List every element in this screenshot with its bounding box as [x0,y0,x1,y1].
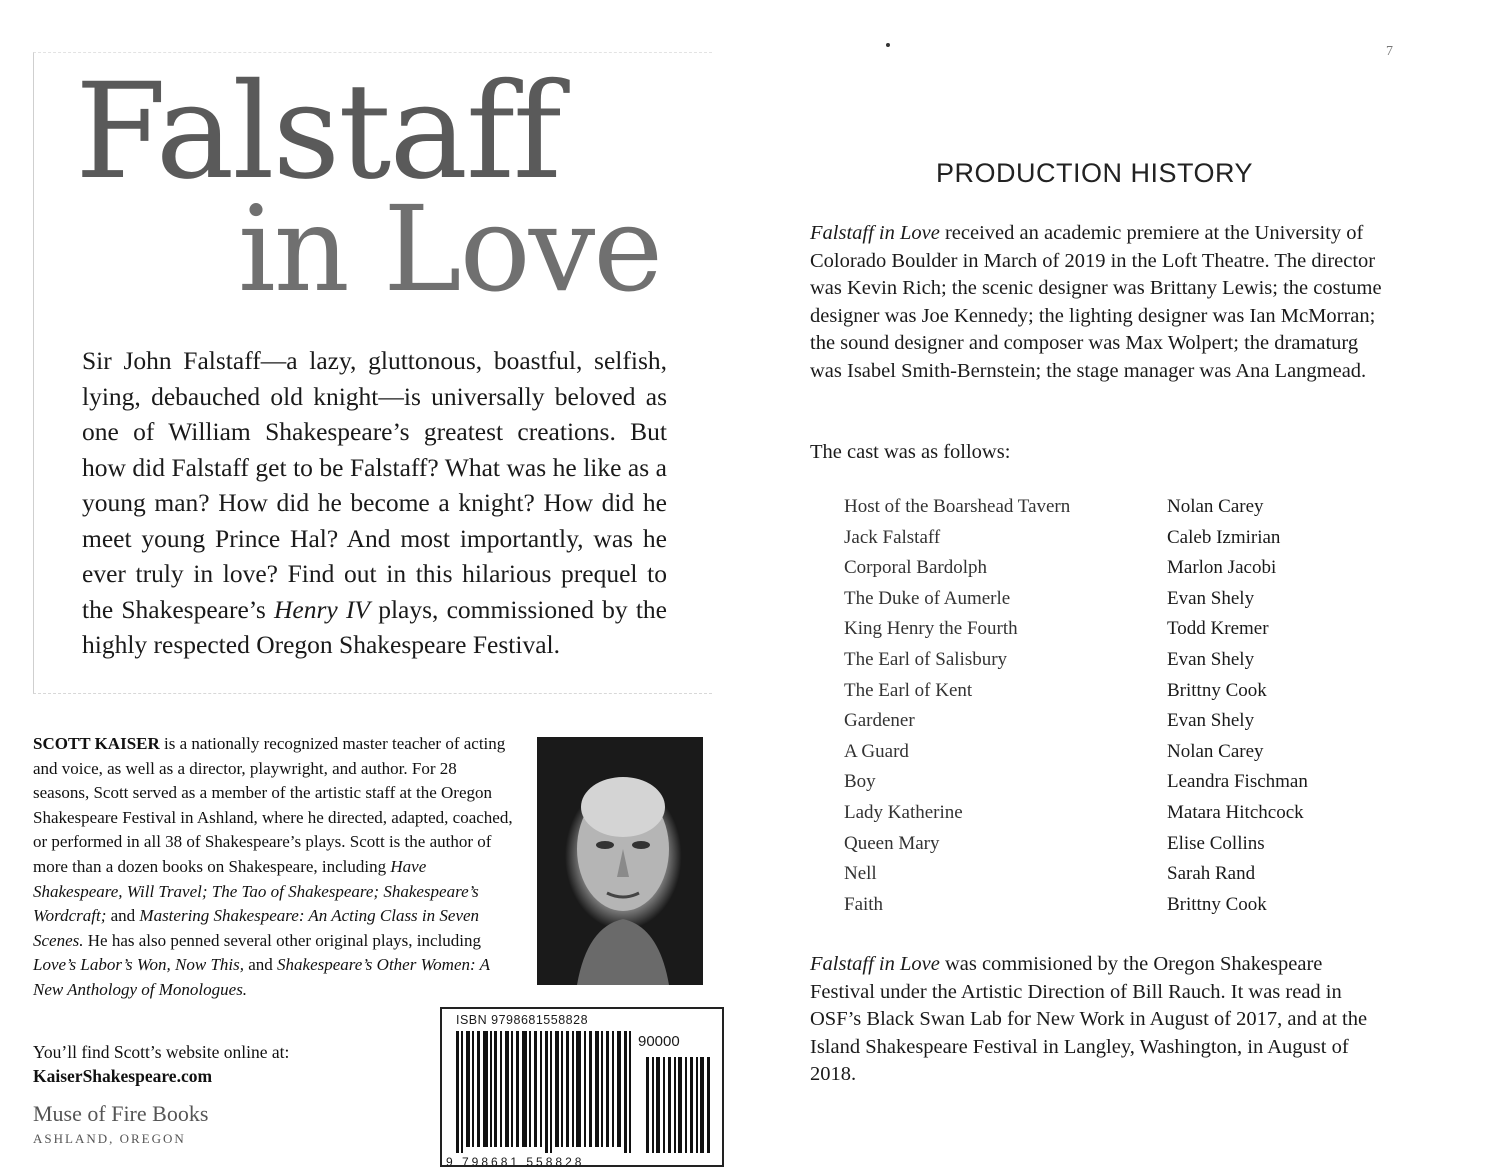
cast-row [844,680,1344,711]
cast-row [844,527,1344,558]
bio-play-titles: Love’s Labor’s Won, Now This, [33,955,244,975]
cast-actor: Elise Collins [1167,832,1265,854]
cast-actor: Todd Kremer [1167,618,1269,640]
cast-role: The Earl of Kent [844,679,973,701]
isbn-label: ISBN 9798681558828 [456,1013,589,1027]
cast-role: Jack Falstaff [844,526,941,548]
author-portrait-icon [537,737,703,985]
author-website-block [33,1040,433,1088]
premiere-paragraph [810,220,1390,385]
premiere-text: received an academic premiere at the University of Colorado Boulder in March of 2019 in the Loft Theatre. The director was Kevin Rich; the scenic designer was Brittany Lewis; the costume designer was Joe Kennedy; the lighting designer was Ian McMorran; the sound designer and composer was Max Wolpert; the dramaturg was Isabel Smith-Bernstein; the stage manager was Ana Langmead. [810,222,1382,382]
book-title-line2: in Love [238,180,662,318]
cast-actor: Evan Shely [1167,710,1255,732]
cast-actor: Sarah Rand [1167,863,1256,885]
cast-role: Corporal Bardolph [844,557,988,579]
cast-role: Queen Mary [844,832,940,854]
cast-role: Faith [844,893,884,915]
cast-actor: Matara Hitchcock [1167,801,1304,823]
cast-role: Lady Katherine [844,801,963,823]
cast-actor: Evan Shely [1167,587,1255,609]
commission-paragraph [810,951,1390,1089]
website-label: You’ll find Scott’s website online at: [33,1042,290,1062]
book-blurb [82,343,667,663]
author-name: SCOTT KAISER [33,734,160,753]
cast-row [844,588,1344,619]
bio-book-title: Mastering Shakespeare: An Acting Class in Seven Scenes. [33,906,480,950]
cast-actor: Leandra Fischman [1167,771,1308,793]
play-title: Falstaff in Love [810,222,940,244]
cast-role: Boy [844,771,876,793]
cast-actor: Marlon Jacobi [1167,557,1277,579]
speck-mark [886,43,890,47]
cast-row [844,833,1344,864]
price-code: 90000 [638,1033,680,1050]
bio-book-titles: Have Shakespeare, Will Travel; The Tao of Shakespeare; Shakespeare’s Wordcraft; [33,856,479,926]
cast-row [844,894,1344,925]
bio-text: and [244,955,278,975]
author-photo [537,737,703,985]
cast-row [844,649,1344,680]
website-url: KaiserShakespeare.com [33,1066,213,1086]
page-number: 7 [1386,44,1393,59]
author-bio [33,732,513,1003]
cast-role: Gardener [844,710,915,732]
cast-list [844,496,1344,924]
production-history-page [760,0,1500,1171]
cast-row [844,802,1344,833]
cast-row [844,618,1344,649]
isbn-barcode [440,1007,724,1167]
cast-actor: Evan Shely [1167,648,1255,670]
blurb-text: Sir John Falstaff—a lazy, gluttonous, boastful, selfish, lying, debauched old knight—is universally beloved as one of William Shakespeare’s greatest creations. But how did Falstaff get to be Falstaff? What was he like as a young man? How did he become a knight? How did he meet young Prince Hal? And most importantly, was he ever truly in love? Find out in this hilarious prequel to the Shakespeare’s [82,346,667,624]
page-heading: PRODUCTION HISTORY [936,158,1254,188]
cast-role: Host of the Boarshead Tavern [844,496,1071,517]
cast-row [844,557,1344,588]
cast-role: The Earl of Salisbury [844,648,1008,670]
cast-actor: Nolan Carey [1167,496,1264,517]
play-title: Falstaff in Love [810,953,940,975]
cast-row [844,741,1344,772]
barcode-number: 9 798681 558828 [446,1155,585,1167]
cast-role: Nell [844,863,877,885]
cast-actor: Brittny Cook [1167,679,1267,701]
cast-row [844,496,1344,527]
bio-play-title: Shakespeare’s Other Women: A New Anthology of Monologues. [33,955,490,999]
cast-role: A Guard [844,740,909,762]
cast-row [844,771,1344,802]
cast-row [844,863,1344,894]
cast-actor: Caleb Izmirian [1167,526,1281,548]
cast-role: The Duke of Aumerle [844,587,1011,609]
cast-role: King Henry the Fourth [844,618,1018,640]
cast-actor: Brittny Cook [1167,893,1267,915]
commission-text: was commisioned by the Oregon Shakespeare Festival under the Artistic Direction of Bill Rauch. It was read in OSF’s Black Swan Lab for New Work in August of 2017, and at the Island Shakespeare Festival in Langley, Washington, in August of 2018. [810,953,1368,1085]
blurb-italic-title: Henry IV [274,594,371,624]
cast-row [844,710,1344,741]
bio-text: and [106,906,140,926]
publisher-location: ASHLAND, OREGON [33,1131,186,1146]
cast-actor: Nolan Carey [1167,740,1264,762]
bio-text: is a nationally recognized master teacher of acting and voice, as well as a director, playwright, and author. For 28 seasons, Scott served as a member of the artistic staff at the Oregon Shakespeare Festival in Ashland, where he directed, adapted, coached, or performed in all 38 of Shakespeare’s plays. Scott is the author of more than a dozen books on Shakespeare, including [33,734,513,876]
cast-intro: The cast was as follows: [810,441,1011,463]
bio-text: He has also penned several other original plays, including [83,930,482,950]
book-title-line1: Falstaff [75,55,560,209]
publisher [33,1101,208,1147]
blurb-text-end: plays, commissioned by the highly respected Oregon Shakespeare Festival. [82,594,667,659]
publisher-name: Muse of Fire Books [33,1101,209,1126]
